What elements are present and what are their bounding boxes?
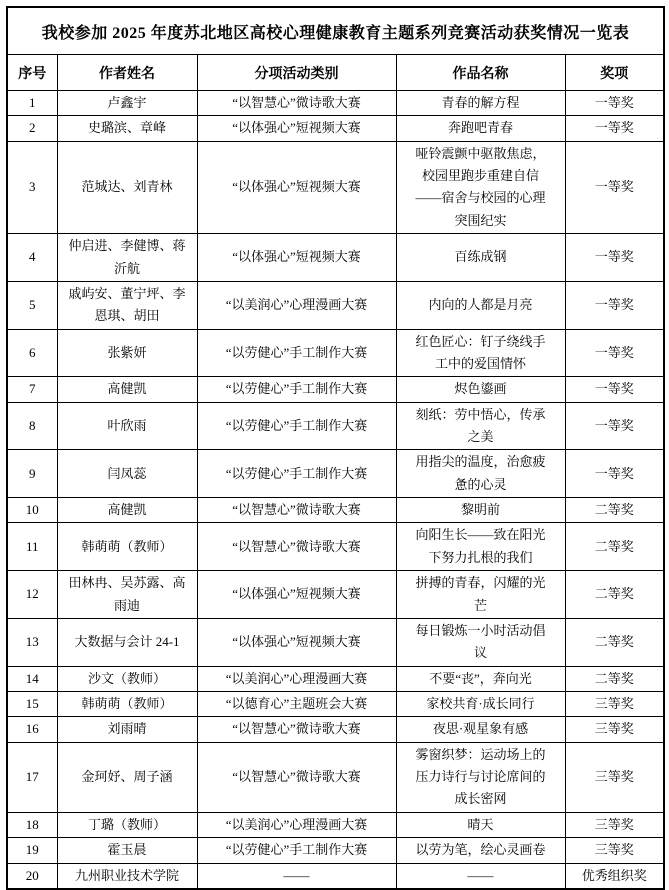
cell-no: 13 xyxy=(7,618,57,666)
table-row xyxy=(7,717,664,742)
cell-no: 6 xyxy=(7,329,57,377)
awards-table xyxy=(6,6,665,890)
header-award: 奖项 xyxy=(565,55,664,91)
cell-work: 向阳生长——致在阳光下努力扎根的我们 xyxy=(396,523,565,571)
header-category: 分项活动类别 xyxy=(197,55,396,91)
cell-work: 每日锻炼一小时活动倡议 xyxy=(396,618,565,666)
table-row xyxy=(7,91,664,116)
cell-category: “以美润心”心理漫画大赛 xyxy=(197,812,396,837)
cell-award: 一等奖 xyxy=(565,402,664,450)
cell-authors: 丁璐（教师） xyxy=(57,812,197,837)
cell-work: 内向的人都是月亮 xyxy=(396,281,565,329)
cell-category: —— xyxy=(197,863,396,889)
cell-category: “以劳健心”手工制作大赛 xyxy=(197,329,396,377)
cell-no: 10 xyxy=(7,498,57,523)
table-row xyxy=(7,402,664,450)
cell-category: “以体强心”短视频大赛 xyxy=(197,141,396,233)
table-title: 我校参加 2025 年度苏北地区高校心理健康教育主题系列竞赛活动获奖情况一览表 xyxy=(7,7,664,55)
cell-no: 11 xyxy=(7,523,57,571)
cell-no: 14 xyxy=(7,666,57,691)
cell-work: 百练成钢 xyxy=(396,234,565,282)
cell-category: “以智慧心”微诗歌大赛 xyxy=(197,498,396,523)
cell-no: 12 xyxy=(7,571,57,619)
cell-award: 二等奖 xyxy=(565,523,664,571)
cell-authors: 金珂妤、周子涵 xyxy=(57,742,197,812)
cell-work: 奔跑吧青春 xyxy=(396,116,565,141)
cell-award: 三等奖 xyxy=(565,717,664,742)
table-row xyxy=(7,450,664,498)
cell-authors: 仲启进、李健博、蒋沂航 xyxy=(57,234,197,282)
cell-no: 18 xyxy=(7,812,57,837)
cell-no: 9 xyxy=(7,450,57,498)
cell-work: 雾窗织梦：运动场上的压力诗行与讨论席间的成长密网 xyxy=(396,742,565,812)
cell-work: 晴天 xyxy=(396,812,565,837)
cell-no: 1 xyxy=(7,91,57,116)
header-work: 作品名称 xyxy=(396,55,565,91)
cell-category: “以体强心”短视频大赛 xyxy=(197,116,396,141)
cell-award: 二等奖 xyxy=(565,498,664,523)
cell-award: 二等奖 xyxy=(565,666,664,691)
cell-award: 二等奖 xyxy=(565,571,664,619)
title-row xyxy=(7,7,664,55)
cell-award: 三等奖 xyxy=(565,742,664,812)
cell-work: 哑铃震颤中驱散焦虑，校园里跑步重建自信——宿舍与校园的心理突围纪实 xyxy=(396,141,565,233)
cell-no: 4 xyxy=(7,234,57,282)
cell-category: “以德育心”主题班会大赛 xyxy=(197,691,396,716)
cell-authors: 戚屿安、董宁坪、李恩琪、胡田 xyxy=(57,281,197,329)
header-no: 序号 xyxy=(7,55,57,91)
cell-work: 拼搏的青春，闪耀的光芒 xyxy=(396,571,565,619)
cell-authors: 张紫妍 xyxy=(57,329,197,377)
cell-authors: 九州职业技术学院 xyxy=(57,863,197,889)
cell-work: 黎明前 xyxy=(396,498,565,523)
cell-authors: 霍玉晨 xyxy=(57,838,197,863)
cell-work: 以劳为笔，绘心灵画卷 xyxy=(396,838,565,863)
cell-work: 红色匠心：钉子绕线手工中的爱国情怀 xyxy=(396,329,565,377)
cell-authors: 叶欣雨 xyxy=(57,402,197,450)
table-row xyxy=(7,523,664,571)
cell-authors: 高健凯 xyxy=(57,377,197,402)
cell-award: 一等奖 xyxy=(565,450,664,498)
cell-category: “以体强心”短视频大赛 xyxy=(197,571,396,619)
cell-award: 一等奖 xyxy=(565,91,664,116)
cell-no: 17 xyxy=(7,742,57,812)
cell-category: “以劳健心”手工制作大赛 xyxy=(197,377,396,402)
cell-work: 烬色鎏画 xyxy=(396,377,565,402)
table-row xyxy=(7,812,664,837)
cell-category: “以智慧心”微诗歌大赛 xyxy=(197,523,396,571)
cell-work: 不要“丧”，奔向光 xyxy=(396,666,565,691)
table-row xyxy=(7,234,664,282)
cell-authors: 卢鑫宇 xyxy=(57,91,197,116)
cell-category: “以体强心”短视频大赛 xyxy=(197,234,396,282)
cell-award: 一等奖 xyxy=(565,329,664,377)
cell-work: 用指尖的温度，治愈疲惫的心灵 xyxy=(396,450,565,498)
table-row xyxy=(7,377,664,402)
cell-work: 家校共育·成长同行 xyxy=(396,691,565,716)
cell-no: 2 xyxy=(7,116,57,141)
cell-category: “以劳健心”手工制作大赛 xyxy=(197,402,396,450)
cell-no: 3 xyxy=(7,141,57,233)
table-row xyxy=(7,116,664,141)
table-row xyxy=(7,863,664,889)
cell-no: 16 xyxy=(7,717,57,742)
header-authors: 作者姓名 xyxy=(57,55,197,91)
cell-authors: 沙文（教师） xyxy=(57,666,197,691)
cell-award: 三等奖 xyxy=(565,812,664,837)
cell-award: 一等奖 xyxy=(565,377,664,402)
cell-authors: 韩萌萌（教师） xyxy=(57,523,197,571)
cell-no: 19 xyxy=(7,838,57,863)
table-row xyxy=(7,329,664,377)
table-row xyxy=(7,666,664,691)
cell-authors: 韩萌萌（教师） xyxy=(57,691,197,716)
cell-work: 青春的解方程 xyxy=(396,91,565,116)
cell-no: 15 xyxy=(7,691,57,716)
cell-authors: 闫凤蕊 xyxy=(57,450,197,498)
cell-award: 一等奖 xyxy=(565,281,664,329)
cell-award: 一等奖 xyxy=(565,234,664,282)
cell-category: “以智慧心”微诗歌大赛 xyxy=(197,717,396,742)
table-row xyxy=(7,571,664,619)
cell-no: 5 xyxy=(7,281,57,329)
cell-no: 7 xyxy=(7,377,57,402)
cell-work: 刻纸：劳中悟心，传承之美 xyxy=(396,402,565,450)
cell-award: 二等奖 xyxy=(565,618,664,666)
table-row xyxy=(7,838,664,863)
cell-category: “以美润心”心理漫画大赛 xyxy=(197,281,396,329)
cell-authors: 刘雨晴 xyxy=(57,717,197,742)
table-body xyxy=(7,91,664,889)
cell-work: 夜思·观星象有感 xyxy=(396,717,565,742)
table-row xyxy=(7,141,664,233)
table-row xyxy=(7,691,664,716)
cell-no: 20 xyxy=(7,863,57,889)
table-row xyxy=(7,742,664,812)
cell-authors: 高健凯 xyxy=(57,498,197,523)
cell-award: 一等奖 xyxy=(565,116,664,141)
cell-category: “以智慧心”微诗歌大赛 xyxy=(197,742,396,812)
cell-category: “以体强心”短视频大赛 xyxy=(197,618,396,666)
cell-category: “以智慧心”微诗歌大赛 xyxy=(197,91,396,116)
cell-category: “以劳健心”手工制作大赛 xyxy=(197,838,396,863)
cell-category: “以劳健心”手工制作大赛 xyxy=(197,450,396,498)
cell-award: 一等奖 xyxy=(565,141,664,233)
cell-award: 三等奖 xyxy=(565,691,664,716)
cell-authors: 史璐滨、章峰 xyxy=(57,116,197,141)
cell-category: “以美润心”心理漫画大赛 xyxy=(197,666,396,691)
cell-award: 三等奖 xyxy=(565,838,664,863)
cell-authors: 范城达、刘青林 xyxy=(57,141,197,233)
cell-authors: 大数据与会计 24-1 xyxy=(57,618,197,666)
cell-award: 优秀组织奖 xyxy=(565,863,664,889)
header-row xyxy=(7,55,664,91)
cell-authors: 田林冉、吴苏露、高雨迪 xyxy=(57,571,197,619)
cell-no: 8 xyxy=(7,402,57,450)
table-row xyxy=(7,618,664,666)
table-row xyxy=(7,281,664,329)
cell-work: —— xyxy=(396,863,565,889)
table-row xyxy=(7,498,664,523)
